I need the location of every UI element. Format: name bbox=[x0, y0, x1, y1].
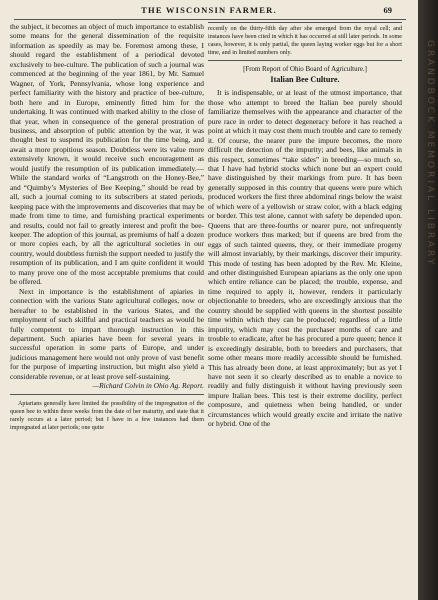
journal-title: THE WISCONSIN FARMER. bbox=[141, 5, 277, 15]
queen-note-continued-text: recently on the thirty-fifth day after she emerged from the royal cell; and instances have been cited in which it has occurred at still later periods. In some cases, however, it is only partial, the queen laying worker eggs but for a short time, and in limited numbers only. bbox=[208, 26, 402, 57]
library-stamp: GRANDBOCK MEMORIAL LIBRARY bbox=[425, 40, 435, 268]
queen-note-text: Apiarians generally have limited the possibility of the impregnation of the queen bee to within three weeks from the date of her maturity, and state that it rarely occurs at a later period; but I have in a few instances had them impregnated at later periods; one quite bbox=[10, 400, 204, 431]
source-line: [From Report of Ohio Board of Agriculture.] bbox=[243, 66, 367, 74]
divider bbox=[10, 394, 204, 395]
page-number: 69 bbox=[383, 5, 392, 15]
header-rule bbox=[14, 19, 406, 20]
queen-note bbox=[10, 400, 204, 432]
article-body: It is indispensable, or at least of the utmost importance, that those who attempt to breed the Italian bee purely should familiarize themselves with the appearance and character of the pure race in order to detect degeneracy before it has reached a point at which it may cost them much trouble and care to remedy it. Of course, the nearer pure the impure becomes, the more difficult the detection of the impurity; and bees, like animals in this respect, sometimes “take sides” in breeding—so much so, that I have had hybrid stocks which none but an expert could have distinguished by their markings from pure. It has been generally supposed in this country that queens were pure which produced workers the first three abdominal rings below the waist of which were of a yellowish or straw color, with a black edging or border. This test alone, cannot with safety be depended upon. Queens that are three-fourths or nearer pure, not unfrequently produce workers thus marked; but if queens are bred from the eggs of such tainted queens, they, or their immediate progeny will almost invariably, by their markings, discover their impurity. This mode of testing has been adopted by the Rev. Mr. Kleine, and other distinguished European apiarians as the only one upon which entire reliance can be placed; the trouble, expense, and time required to apply it, however, renders it particularly objectionable to breeders, who are exceedingly anxious that the country should be supplied with queens in the shortest possible time within which they can be produced; regardless of a little impurity, which may cost the purchaser months of care and trouble to eradicate, after he has procured a pure queen; hence it is exceedingly desirable, both to breeders and purchasers, that some other means more readily accessible should be furnished. This has already been done, at least approximately; but as yet I have not seen it so clearly described as to enable a novice to readily and fully distinguish it without having previously seen impure Italian bees. This test is their extreme docility, perfect composure, and quietness when being handled, or under circumstances which would greatly excite and irritate the native or hybrid. One of the bbox=[208, 88, 402, 429]
left-column bbox=[10, 22, 204, 432]
attribution: —Richard Colvin in Ohio Ag. Report. bbox=[92, 381, 204, 391]
paragraph-bee-journal: the subject, it becomes an object of much importance to establish some means for the general dissemination of the requisite information as speedily as may be. Foremost among these, I should regard the establishment of a periodical devoted exclusively to bee-culture. The publication of such a journal was commenced at the beginning of the year 1861, by Mr. Samuel Wagner, of York, Pennsylvania, whose long experience and perfect familiarity with the history and practice of bee-culture, both here and in Europe, eminently fitted him for the undertaking. It was continued with marked ability to the close of that year, when in consequence of the general prostration of business, and absorption of public attention by the war, it was thought best to suspend its publication for the time being, and await a more propitious season. Doubtless were its value more extensively known, it would receive such encouragement as would justify the resumption of its publication immediately.—While the standard works of “Langstroth on the Honey-Bee,” and “Quimby’s Mysteries of Bee Keeping,” should be read by all, such a journal coming to its subscribers at stated periods, keeping pace with the improvements and discoveries that may be made from time to time, and furnishing practical experiments and results, could not fail to greatly interest and profit the bee-keeper. The adoption of this journal, as premiums of half a dozen or more copies each, by all the agricultural societies in our country, would doubtless furnish the support needed to justify the resumption of its publication, and I am quite confident it would to many prove one of the most acceptable premiums that could be offered. bbox=[10, 22, 204, 287]
queen-note-continued bbox=[208, 22, 402, 61]
paragraph-apiaries: Next in importance is the establishment of apiaries in connection with the various State agricultural colleges, now or hereafter to be established in the various States, and the employment of such skillful and practical teachers as would be fully competent to impart thorough instruction in this department. Such apiaries have been for several years in successful operation in some parts of Europe, and under judicious management here would not only prove of vast benefit for the purpose of imparting instruction, but might also yield a considerable revenue, or at least prove self-sustaining. bbox=[10, 286, 204, 381]
article-heading: Italian Bee Culture. bbox=[270, 75, 340, 85]
page-header bbox=[0, 5, 418, 17]
right-column bbox=[208, 22, 402, 429]
